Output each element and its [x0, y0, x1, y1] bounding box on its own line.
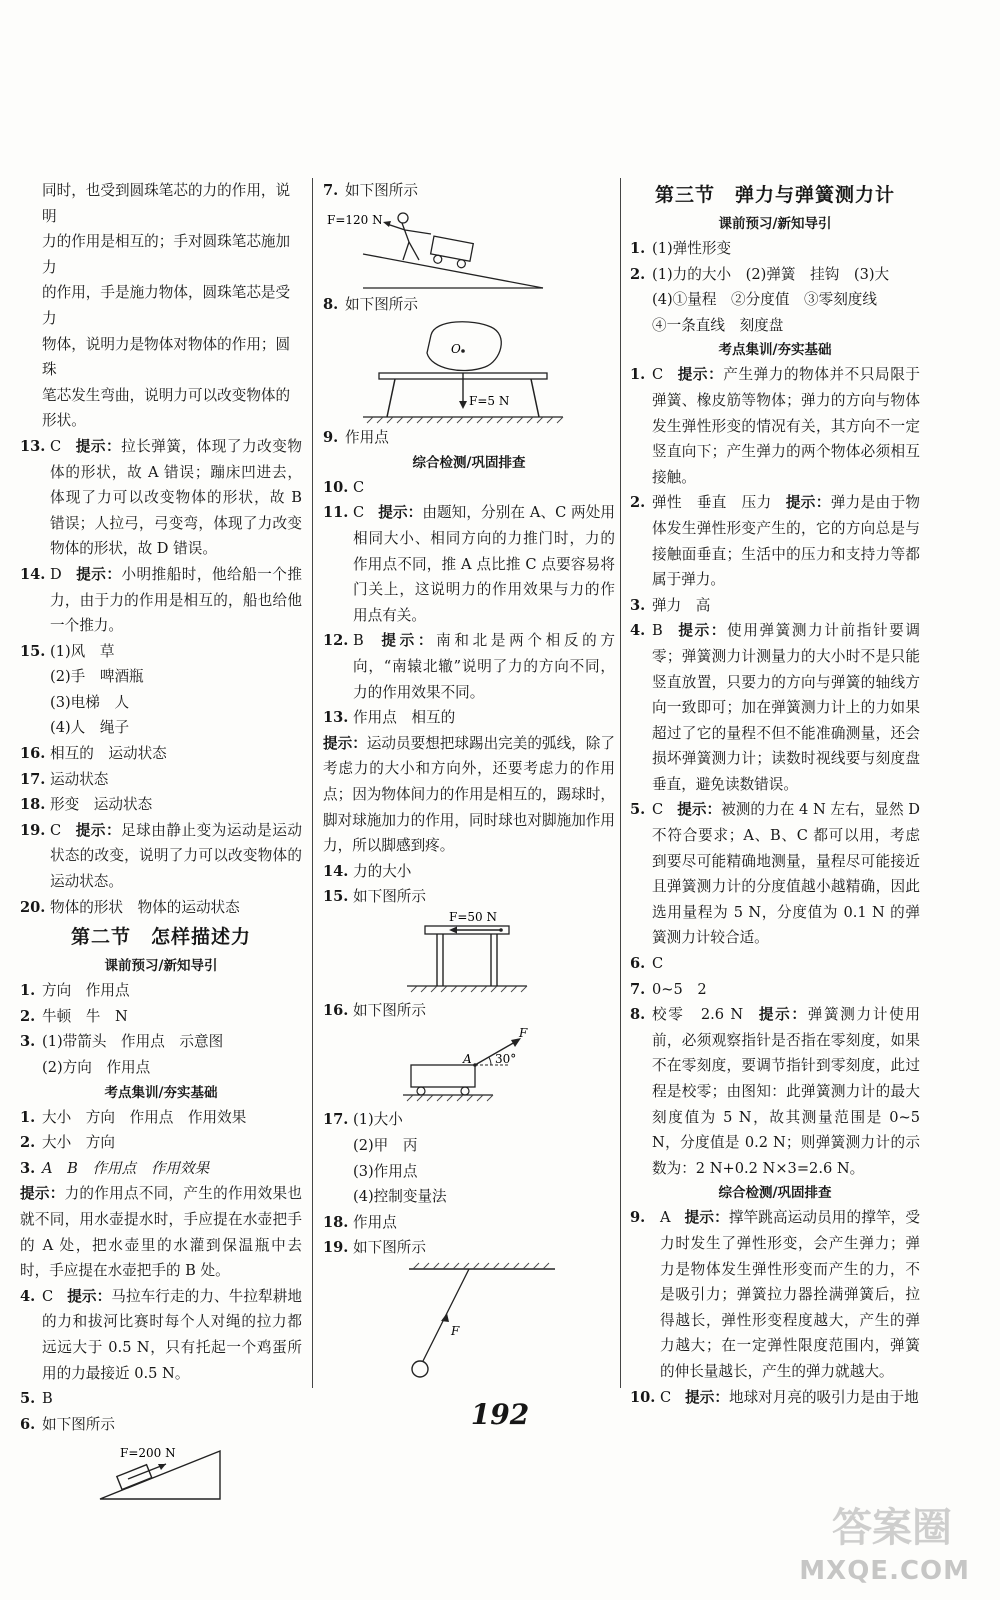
figure-table-push [323, 910, 615, 998]
subhead-preview: 课前预习/新知导引 [718, 216, 832, 232]
preview-1: 1. (1)弹性形变 [630, 240, 732, 257]
subhead-review: 综合检测/巩固排查 [412, 454, 526, 471]
figure-force-label: F=50 N [449, 909, 497, 924]
answer-14: 14. 力的大小 [323, 862, 412, 880]
base-1: 1. 大小 方向 作用点 作用效果 [20, 1108, 247, 1126]
column-middle: 7. 如下图所示 F=120 N 8. 如下图所示 O F=5 N 9. 作用点 综合检测/巩固排查 10. C 11. C 提示：由题知，分别在 A、C 两处用相同大小、相同方向的力推门时，力的作用点不同，推 A 点比推 C 点要容易将门关上，这说明力的作用效果与力的作用点有关。 12. B 提示：南和北是两个相反的方向，“南辕北辙”说明了力的方向不同，力的作用效果不同。 13. 作用点 相互的 提示：运动员要想把球踢出完美的弧线，除了考虑力的大小和方向外，还要考虑力的作用点；因为物体间力的作用是相互的，踢球时，脚对球施加力的作用，同时球也对脚施加作用力，所以脚感到疼。 14. 力的大小 15. 如下图所示 F=50 N 16. 如下图所示 F A 30° 17. (1)大小 (2)甲 丙 (3)作用点 (4)控制变量法 18. 作用点 19. 如下图所示 F [323, 178, 615, 1379]
answer-17: 17. (1)大小 [323, 1111, 403, 1129]
preview-2: 2. 牛顿 牛 N [20, 1007, 128, 1025]
preview-2: 2. (1)力的大小 (2)弹簧 挂钩 (3)大 [630, 265, 890, 283]
answer-15: 15. (1)风 草 [20, 642, 115, 660]
answer-10: 10. C [323, 478, 365, 496]
figure-angle-label: 30° [495, 1052, 517, 1067]
figure-cart-angle-force [323, 1023, 615, 1107]
answer-14: 14. D 提示：小明推船时，他给船一个推力，由于力的作用是相互的，船也给他一个推力。 [20, 565, 302, 635]
answer-7: 7. 如下图所示 [323, 182, 418, 199]
figure-force-label: F [519, 1026, 528, 1041]
watermark-logo [800, 1496, 970, 1586]
answer-8: 8. 如下图所示 [323, 295, 418, 313]
watermark-logo-text: 答案圈 [832, 1505, 952, 1551]
base-5: 5. C 提示：被测的力在 4 N 左右，显然 D 不符合要求；A、B、C 都可以用，考虑到要尽可能精确地测量，量程尽可能接近且弹簧测力计的分度值越小越精确，因此选用量程为 5 N，分度值为 0.1 N 的弹簧测力计较合适。 [630, 801, 920, 947]
base-8: 8. 校零 2.6 N 提示：弹簧测力计使用前，必须观察指针是否指在零刻度，如果不在零刻度，要调节指针到零刻度，此过程是校零；由图知：此弹簧测力计的最大刻度值为 5 N，故其测量范围是 0~5 N，分度值是 0.2 N；则弹簧测力计的示数为：2 N+0.2 N×3=2.6 N。 [630, 1006, 920, 1177]
base-4: 4. B 提示：使用弹簧测力计前指针要调零；弹簧测力计测量力的大小时不是只能竖直放置，只要力的方向与弹簧的轴线方向一致即可；加在弹簧测力计上的力如果超过了它的量程不但不能准确测量，还会损坏弹簧测力计；读数时视线要与刻度盘垂直，避免读数错误。 [630, 622, 920, 793]
answer-16: 16. 如下图所示 [323, 1001, 426, 1019]
subhead-base: 考点集训/夯实基础 [718, 342, 832, 359]
answer-13: 13. 作用点 相互的 [323, 709, 456, 727]
answer-16: 16. 相互的 运动状态 [20, 745, 167, 763]
review-10: 10. C 提示：地球对月亮的吸引力是由于地 [630, 1388, 919, 1406]
answer-18: 18. 作用点 [323, 1213, 397, 1231]
preview-3: 3. (1)带箭头 作用点 示意图 [20, 1033, 224, 1051]
answer-12: 12. B 提示：南和北是两个相反的方向，“南辕北辙”说明了力的方向不同，力的作用效果不同。 [323, 632, 615, 701]
answer-15: 15. 如下图所示 [323, 888, 426, 906]
column-divider [312, 178, 313, 1388]
figure-point-label: A [463, 1052, 472, 1067]
figure-rock-on-table [323, 317, 615, 425]
subhead-preview: 课前预习/新知导引 [104, 958, 218, 975]
subhead-base: 考点集训/夯实基础 [104, 1084, 218, 1101]
figure-center-label: O [451, 342, 461, 357]
figure-force-label: F=200 N [120, 1446, 176, 1461]
figure-person-pulling-cart [323, 204, 615, 292]
answer-18: 18. 形变 运动状态 [20, 796, 153, 814]
continued-paragraph: 同时，也受到圆珠笔芯的力的作用，说明 力的作用是相互的；手对圆珠笔芯施加力 的作用，手是施力物体，圆珠笔芯是受力 物体，说明力是物体对物体的作用；圆珠 笔芯发生弯曲，说明力可以改变物体的 形状。 [42, 182, 291, 430]
figure-pendulum [323, 1261, 615, 1379]
base-3-hint: 提示：力的作用点不同，产生的作用效果也就不同，用水壶提水时，手应提在水壶把手的 A 处，把水壶里的水灌到保温瓶中去时，手应提在水壶把手的 B 处。 [20, 1185, 302, 1280]
section-title-3: 第三节 弹力与弹簧测力计 [654, 184, 895, 206]
figure-force-label: F=120 N [327, 212, 383, 227]
column-divider [620, 178, 621, 1388]
base-2: 2. 弹性 垂直 压力 提示：弹力是由于物体发生弹性形变产生的，它的方向总是与接触面垂直；生活中的压力和支持力等都属于弹力。 [630, 494, 920, 589]
answer-9: 9. 作用点 [323, 429, 389, 447]
base-4: 4. C 提示：马拉车行走的力、牛拉犁耕地的力和拔河比赛时每个人对绳的拉力都远远大于 0.5 N，只有托起一个鸡蛋所用的力最接近 0.5 N。 [20, 1287, 302, 1382]
page-number: 192 [470, 1398, 530, 1431]
answer-20: 20. 物体的形状 物体的运动状态 [20, 898, 240, 916]
answer-19: 19. C 提示：足球由静止变为运动是运动状态的改变，说明了力可以改变物体的运动状态。 [20, 821, 302, 891]
column-left: 同时，也受到圆珠笔芯的力的作用，说明 力的作用是相互的；手对圆珠笔芯施加力 的作用，手是施力物体，圆珠笔芯是受力 物体，说明力是物体对物体的作用；圆珠 笔芯发生弯曲，说明力可以改变物体的 形状。 13. C 提示：拉长弹簧，体现了力改变物体的形状，故 A 错误；蹦床凹进去，体现了力可以改变物体的形状，故 B 错误；人拉弓，弓变弯，体现了力改变物体的形状，故 D 错误。 14. D 提示：小明推船时，他给船一个推力，由于力的作用是相互的，船也给他一个推力。 15. (1)风 草 (2)手 啤酒瓶 (3)电梯 人 (4)人 绳子 16. 相互的 运动状态 17. 运动状态 18. 形变 运动状态 19. C 提示：足球由静止变为运动是运动状态的改变，说明了力可以改变物体的运动状态。 20. 物体的形状 物体的运动状态 第二节 怎样描述力 课前预习/新知导引 1. 方向 作用点 2. 牛顿 牛 N 3. (1)带箭头 作用点 示意图 (2)方向 作用点 考点集训/夯实基础 1. 大小 方向 作用点 作用效果 2. 大小 方向 3. A B 作用点 作用效果 提示：力的作用点不同，产生的作用效果也就不同，用水壶提水时，手应提在水壶把手的 A 处，把水壶里的水灌到保温瓶中去时，手应提在水壶把手的 B 处。 4. C 提示：马拉车行走的力、牛拉犁耕地的力和拔河比赛时每个人对绳的拉力都远远大于 0.5 N，只有托起一个鸡蛋所用的力最接近 0.5 N。 5. B 6. 如下图所示 F=200 N [20, 178, 302, 1507]
base-3: 3. 弹力 高 [630, 596, 711, 614]
watermark-site-text: MXQE.COM [799, 1556, 970, 1586]
answer-19: 19. 如下图所示 [323, 1239, 426, 1257]
answer-11: 11. C 提示：由题知，分别在 A、C 两处用相同大小、相同方向的力推门时，力的作用点不同，推 A 点比推 C 点要容易将门关上，这说明力的作用效果与力的作用点有关。 [323, 504, 615, 624]
base-1: 1. C 提示：产生弹力的物体并不只局限于弹簧、橡皮筋等物体；弹力的方向与物体发生弹性形变的情况有关，其方向不一定竖直向下；产生弹力的两个物体必须相互接触。 [630, 366, 920, 486]
preview-1: 1. 方向 作用点 [20, 982, 130, 1000]
base-5: 5. B [20, 1390, 53, 1408]
answer-13-hint: 提示：运动员要想把球踢出完美的弧线，除了考虑力的大小和方向外，还要考虑力的作用点；因为物体间力的作用是相互的，踢球时，脚对球施加力的作用，同时球也对脚施加作用力，所以脚感到疼。 [323, 734, 615, 855]
figure-incline-block [20, 1437, 302, 1507]
figure-force-label: F [451, 1324, 460, 1339]
base-2: 2. 大小 方向 [20, 1134, 115, 1152]
figure-force-label: F=5 N [469, 394, 510, 409]
review-9: 9. A 提示：撑竿跳高运动员用的撑竿，受力时发生了弹性形变，会产生弹力；弹力是物体发生弹性形变而产生的力，不是吸引力；弹簧拉力器拴满弹簧后，拉得越长，弹性形变程度越大，产生的弹力越大；在一定弹性限度范围内，弹簧的伸长量越长，产生的弹力就越大。 [630, 1209, 920, 1380]
base-6: 6. 如下图所示 [20, 1415, 115, 1433]
answer-17: 17. 运动状态 [20, 770, 109, 788]
base-3: 3. A B 作用点 作用效果 [20, 1159, 210, 1177]
answer-13: 13. C 提示：拉长弹簧，体现了力改变物体的形状，故 A 错误；蹦床凹进去，体现了力可以改变物体的形状，故 B 错误；人拉弓，弓变弯，体现了力改变物体的形状，故 D 错误。 [20, 437, 302, 558]
section-title-2: 第二节 怎样描述力 [70, 926, 251, 949]
column-right: 第三节 弹力与弹簧测力计 课前预习/新知导引 1. (1)弹性形变 2. (1)力的大小 (2)弹簧 挂钩 (3)大 (4)①量程 ②分度值 ③零刻度线 ④一条直线 刻度盘 考点集训/夯实基础 1. C 提示：产生弹力的物体并不只局限于弹簧、橡皮筋等物体；弹力的方向与物体发生弹性形变的情况有关，其方向不一定竖直向下；产生弹力的两个物体必须相互接触。 2. 弹性 垂直 压力 提示：弹力是由于物体发生弹性形变产生的，它的方向总是与接触面垂直；生活中的压力和支持力等都属于弹力。 3. 弹力 高 4. B 提示：使用弹簧测力计前指针要调零；弹簧测力计测量力的大小时不是只能竖直放置，只要力的方向与弹簧的轴线方向一致即可；加在弹簧测力计上的力如果超过了它的量程不但不能准确测量，还会损坏弹簧测力计；读数时视线要与刻度盘垂直，避免读数错误。 5. C 提示：被测的力在 4 N 左右，显然 D 不符合要求；A、B、C 都可以用，考虑到要尽可能精确地测量，量程尽可能接近且弹簧测力计的分度值越小越精确，因此选用量程为 5 N，分度值为 0.1 N 的弹簧测力计较合适。 6. C 7. 0~5 2 8. 校零 2.6 N 提示：弹簧测力计使用前，必须观察指针是否指在零刻度，如果不在零刻度，要调节指针到零刻度，此过程是校零；由图知：此弹簧测力计的最大刻度值为 5 N，故其测量范围是 0~5 N，分度值是 0.2 N；则弹簧测力计的示数为：2 N+0.2 N×3=2.6 N。 综合检测/巩固排查 9. A 提示：撑竿跳高运动员用的撑竿，受力时发生了弹性形变，会产生弹力；弹力是物体发生弹性形变而产生的力，不是吸引力；弹簧拉力器拴满弹簧后，拉得越长，弹性形变程度越大，产生的弹力越大；在一定弹性限度范围内，弹簧的伸长量越长，产生的弹力就越大。 10. C 提示：地球对月亮的吸引力是由于地 [630, 178, 920, 1410]
base-6: 6. C [630, 955, 664, 973]
subhead-review: 综合检测/巩固排查 [718, 1185, 832, 1202]
base-7: 7. 0~5 2 [630, 980, 707, 998]
